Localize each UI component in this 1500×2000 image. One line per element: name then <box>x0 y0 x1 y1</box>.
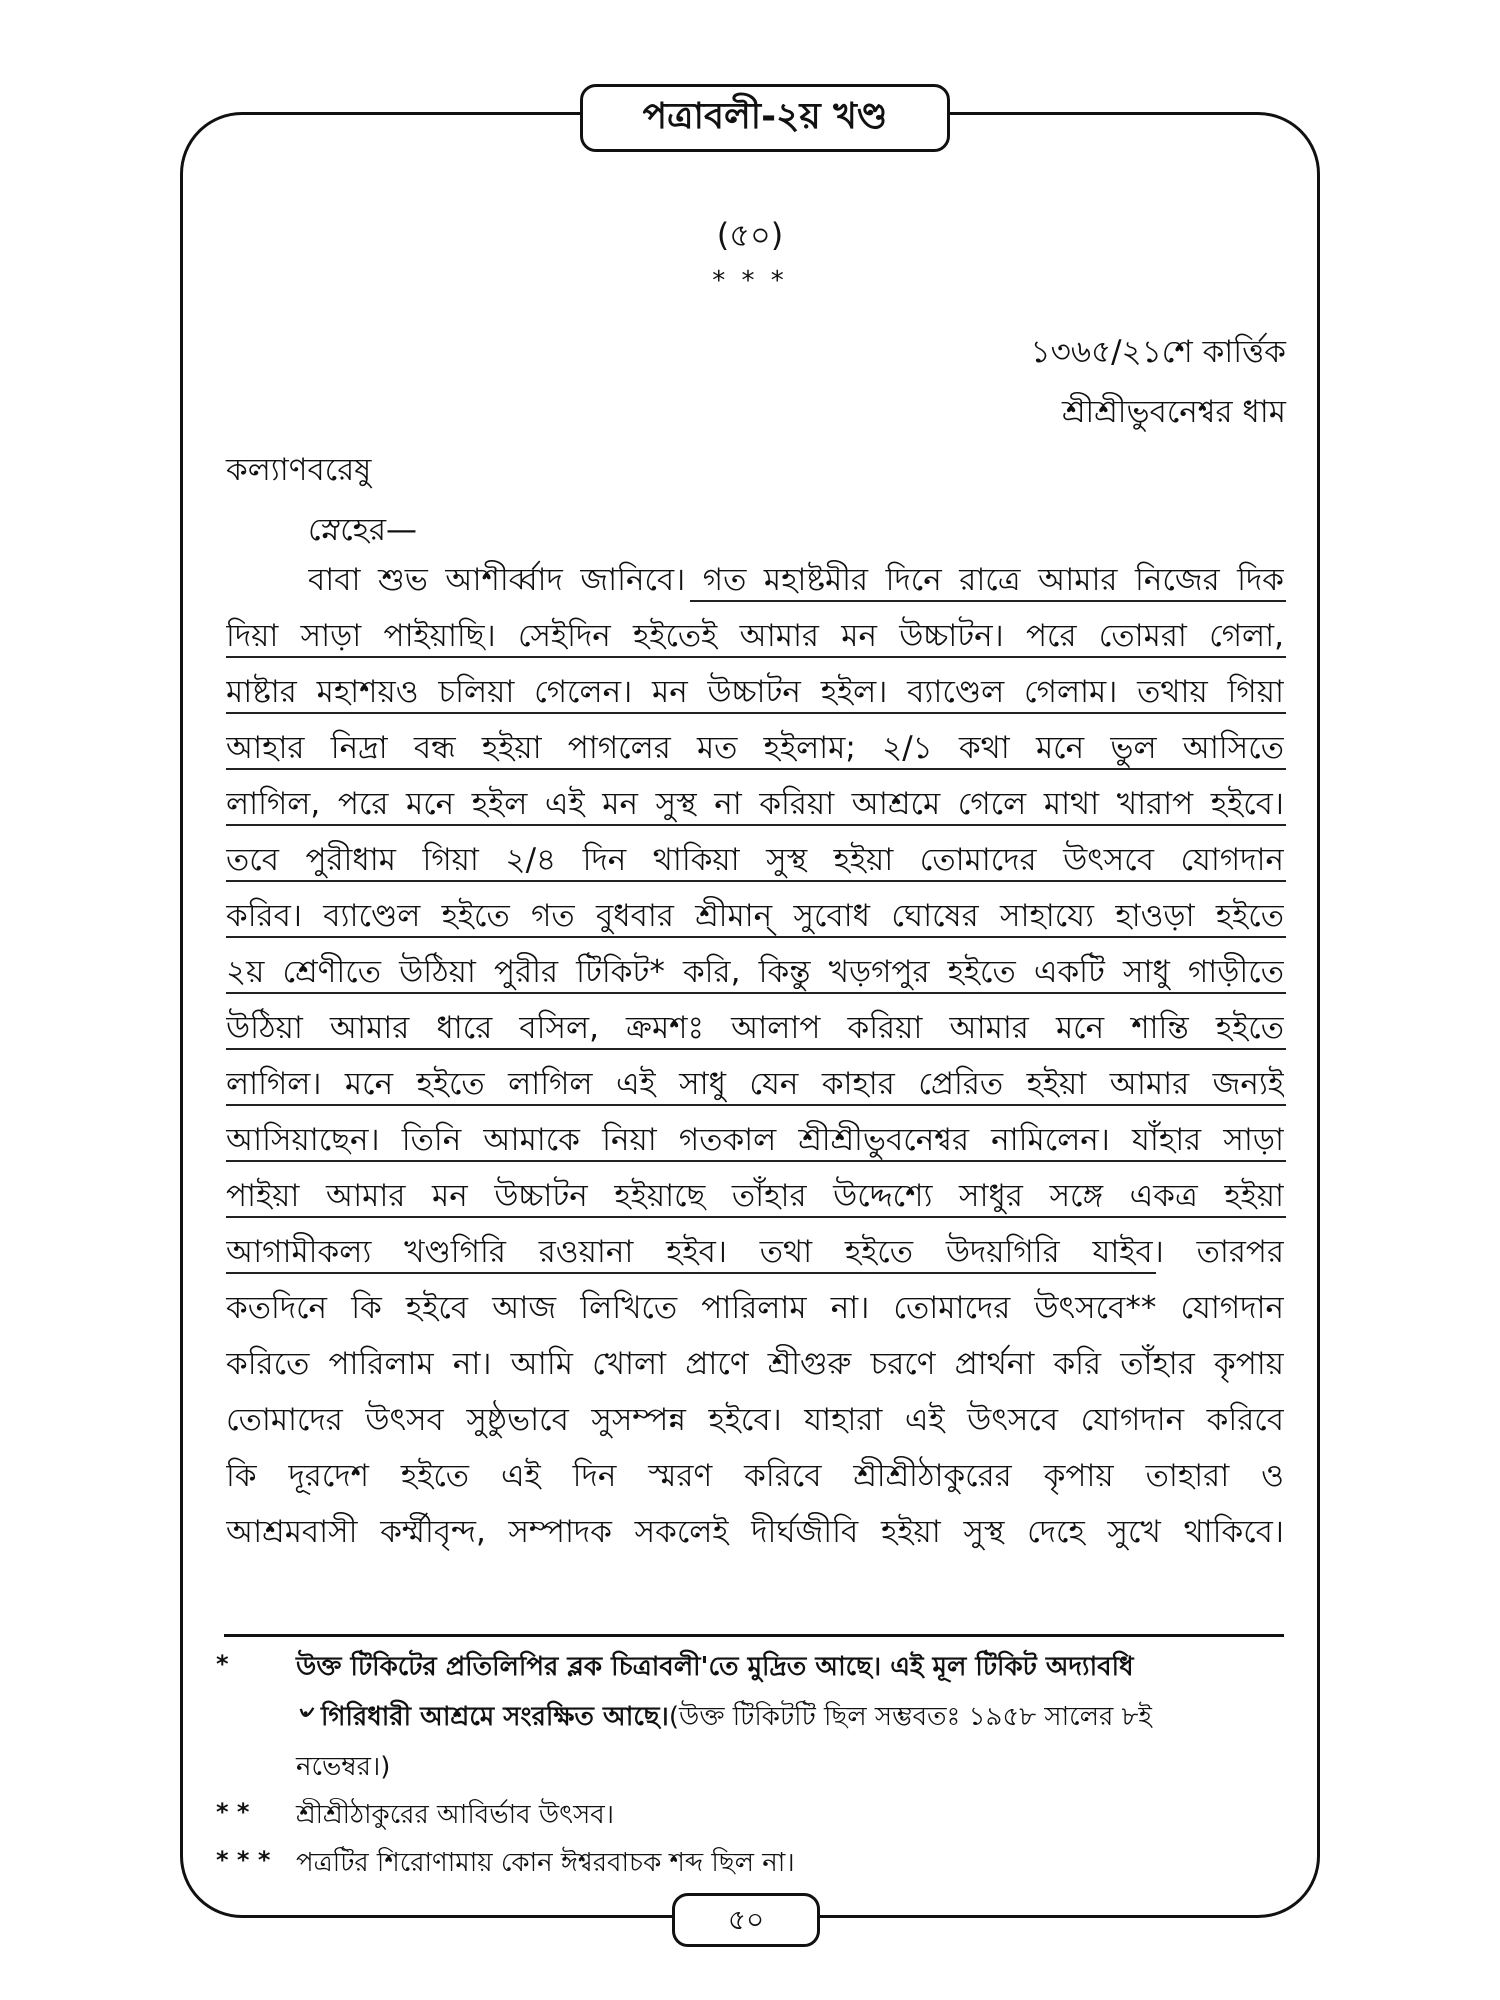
body-line: লাগিল, পরে মনে হইল এই মন সুস্থ না করিয়া আশ্রমে গেলে মাথা খারাপ হইবে। <box>226 786 1284 822</box>
footnote-bold: ৺ গিরিধারী আশ্রমে সংরক্ষিত আছে। <box>296 1702 669 1732</box>
body-line: কি দূরদেশ হইতে এই দিন স্মরণ করিবে শ্রীশ্রীঠাকুরের কৃপায় তাহারা ও <box>226 1458 1284 1494</box>
body-line: লাগিল। মনে হইতে লাগিল এই সাধু যেন কাহার প্রেরিত হইয়া আমার জন্যই <box>226 1066 1284 1102</box>
book-title: পত্রাবলী-২য় খণ্ড <box>580 84 950 152</box>
body-line: পাইয়া আমার মন উচ্চাটন হইয়াছে তাঁহার উদ্দেশ্যে সাধুর সঙ্গে একত্র হইয়া <box>226 1178 1284 1214</box>
footnote-text: নভেম্বর।) <box>296 1752 391 1782</box>
body-line: করিব। ব্যাণ্ডেল হইতে গত বুধবার শ্রীমান্ সুবোধ ঘোষের সাহায্যে হাওড়া হইতে <box>226 898 1284 934</box>
pen-underline <box>226 768 1286 770</box>
pen-underline <box>226 1048 1286 1050</box>
letter-date: ১৩৬৫/২১শে কার্ত্তিক <box>1030 334 1286 370</box>
salutation: কল্যাণবরেষু <box>226 452 372 488</box>
pen-underline <box>226 656 1286 658</box>
body-line: আসিয়াছেন। তিনি আমাকে নিয়া গতকাল শ্রীশ্রীভুবনেশ্বর নামিলেন। যাঁহার সাড়া <box>226 1122 1284 1158</box>
footnote-text: উক্ত টিকিটের প্রতিলিপির ব্লক চিত্রাবলী'তে মুদ্রিত আছে। এই মূল টিকিট অদ্যাবধি <box>296 1652 1134 1682</box>
footnote-mark: * * * <box>216 1846 271 1874</box>
footnote-mark: * * <box>216 1798 250 1826</box>
pen-underline <box>226 992 1286 994</box>
footnote-mark: * <box>216 1650 229 1678</box>
pen-underline <box>226 1272 1156 1274</box>
footnote-plain: (উক্ত টিকিটটি ছিল সম্ভবতঃ ১৯৫৮ সালের ৮ই <box>668 1702 1152 1732</box>
letter-number: (৫০) <box>716 216 784 254</box>
letter-place: শ্রীশ্রীভুবনেশ্বর ধাম <box>1062 394 1286 430</box>
body-line: আহার নিদ্রা বন্ধ হইয়া পাগলের মত হইলাম; ২/১ কথা মনে ভুল আসিতে <box>226 730 1284 766</box>
pen-underline <box>226 824 1286 826</box>
pen-underline <box>226 1160 1286 1162</box>
body-line: তবে পুরীধাম গিয়া ২/৪ দিন থাকিয়া সুস্থ হইয়া তোমাদের উৎসবে যোগদান <box>226 842 1284 878</box>
footnote-text <box>296 1700 1152 1734</box>
body-line: আগামীকল্য খণ্ডগিরি রওয়ানা হইব। তথা হইতে উদয়গিরি যাইব। তারপর <box>226 1234 1284 1270</box>
body-line: দিয়া সাড়া পাইয়াছি। সেইদিন হইতেই আমার মন উচ্চাটন। পরে তোমরা গেলা, <box>226 618 1284 654</box>
greeting: স্নেহের— <box>308 512 418 548</box>
footnote-rule <box>224 1634 1284 1637</box>
pen-underline <box>226 1216 1286 1218</box>
body-line: বাবা শুভ আশীর্ব্বাদ জানিবে। গত মহাষ্টমীর দিনে রাত্রে আমার নিজের দিক <box>308 562 1284 598</box>
pen-underline <box>226 936 1286 938</box>
body-line: উঠিয়া আমার ধারে বসিল, ক্রমশঃ আলাপ করিয়া আমার মনে শান্তি হইতে <box>226 1010 1284 1046</box>
body-line: মাষ্টার মহাশয়ও চলিয়া গেলেন। মন উচ্চাটন হইল। ব্যাণ্ডেল গেলাম। তথায় গিয়া <box>226 674 1284 710</box>
body-line: করিতে পারিলাম না। আমি খোলা প্রাণে শ্রীগুরু চরণে প্রার্থনা করি তাঁহার কৃপায় <box>226 1346 1284 1382</box>
body-line: কতদিনে কি হইবে আজ লিখিতে পারিলাম না। তোমাদের উৎসবে** যোগদান <box>226 1290 1284 1326</box>
letter-stars: * * * <box>712 266 788 296</box>
footnote-text: শ্রীশ্রীঠাকুরের আবির্ভাব উৎসব। <box>296 1800 615 1830</box>
body-line: ২য় শ্রেণীতে উঠিয়া পুরীর টিকিট* করি, কিন্তু খড়গপুর হইতে একটি সাধু গাড়ীতে <box>226 954 1284 990</box>
footnote-text: পত্রটির শিরোণামায় কোন ঈশ্বরবাচক শব্দ ছিল না। <box>296 1848 795 1878</box>
pen-underline <box>226 712 1286 714</box>
body-line: আশ্রমবাসী কর্ম্মীবৃন্দ, সম্পাদক সকলেই দীর্ঘজীবি হইয়া সুস্থ দেহে সুখে থাকিবে। <box>226 1514 1284 1550</box>
pen-underline <box>226 880 1286 882</box>
pen-underline <box>226 1104 1286 1106</box>
page-number: ৫০ <box>672 1893 820 1947</box>
body-line: তোমাদের উৎসব সুষ্ঠুভাবে সুসম্পন্ন হইবে। যাহারা এই উৎসবে যোগদান করিবে <box>226 1402 1284 1438</box>
pen-underline <box>690 600 1286 602</box>
